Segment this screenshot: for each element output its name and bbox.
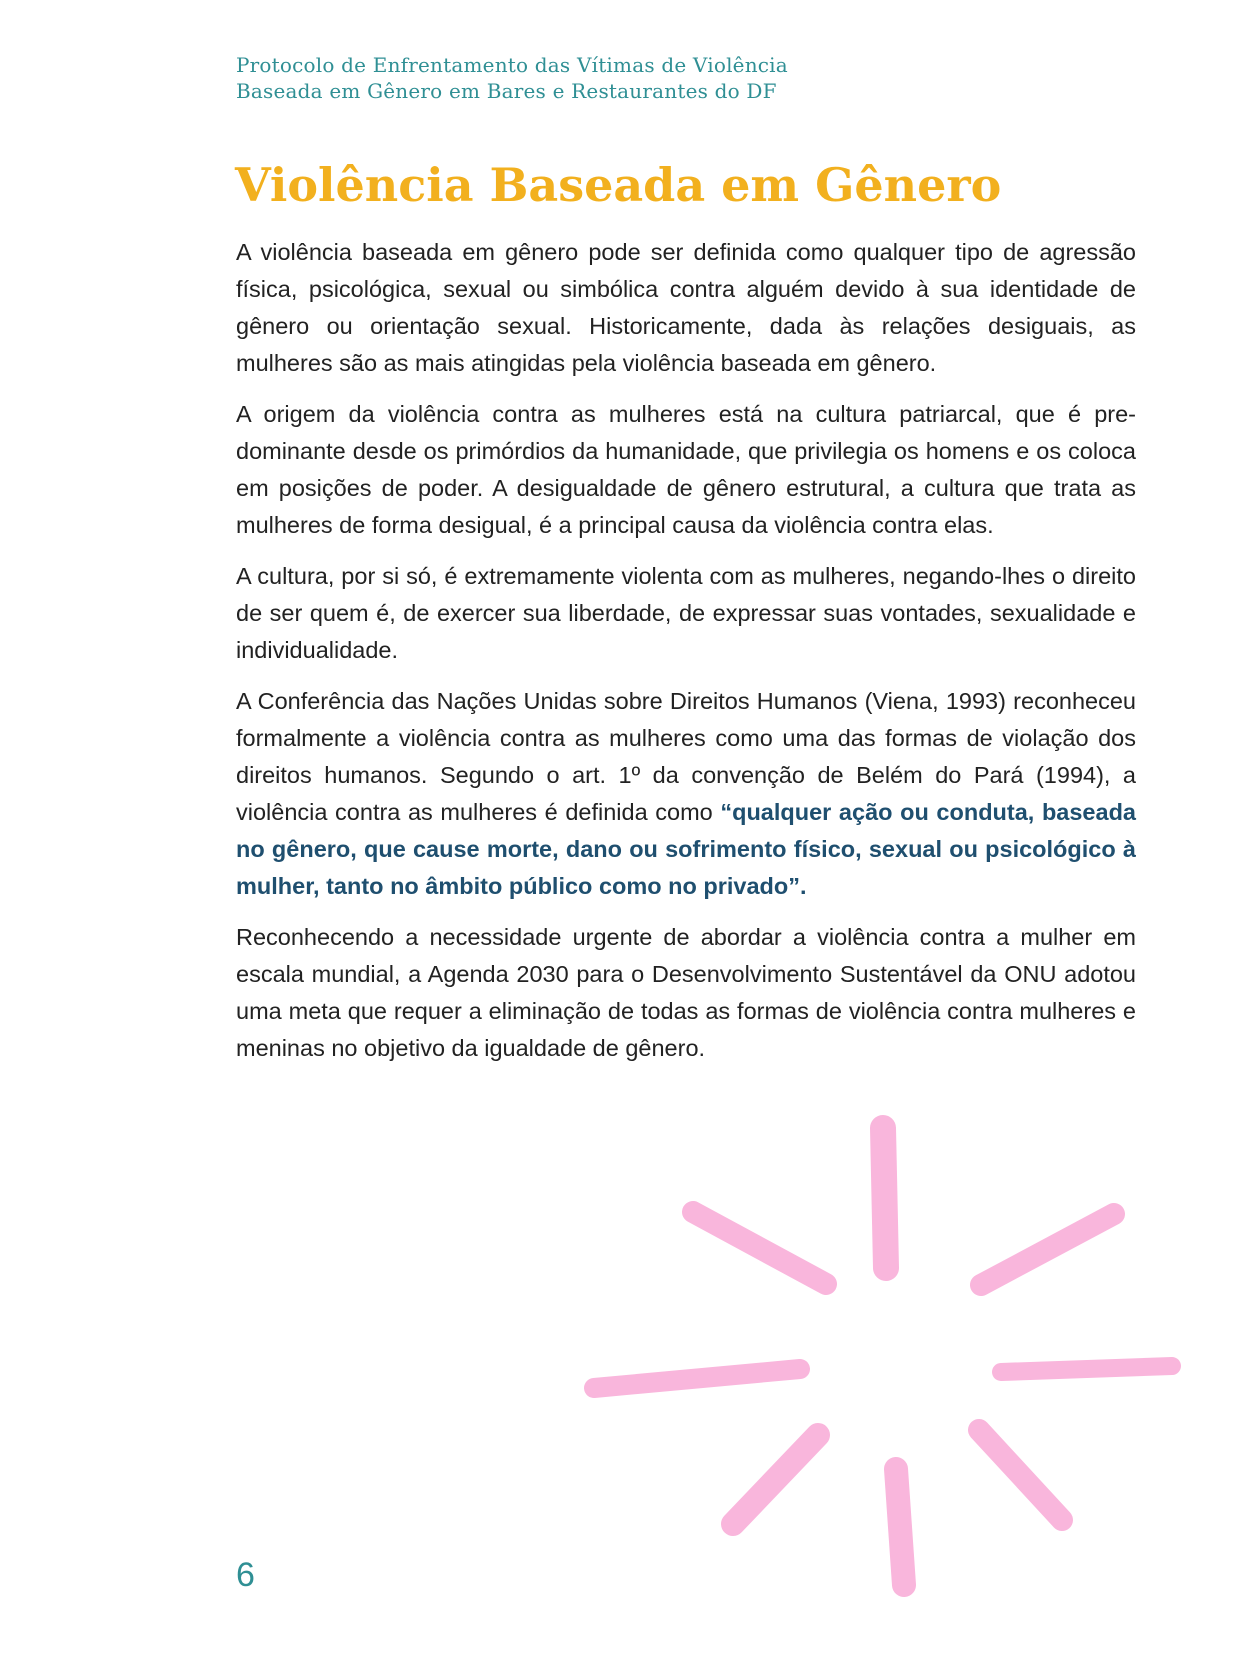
article-body bbox=[236, 234, 1136, 1081]
paragraph-conference bbox=[236, 683, 1136, 905]
page-title: Violência Baseada em Gênero bbox=[235, 158, 1002, 212]
burst-ray-left bbox=[594, 1369, 800, 1388]
burst-ray-top bbox=[883, 1128, 886, 1268]
running-header bbox=[236, 52, 996, 104]
burst-ray-bottom-left bbox=[733, 1435, 818, 1524]
running-header-line-1: Protocolo de Enfrentamento das Vítimas de Violência bbox=[236, 53, 788, 77]
paragraph-origin: A origem da violência contra as mulheres está na cultura patriarcal, que é pre-dominante desde os primórdios da humanidade, que privilegia os homens e os coloca em posições de poder. A desigualdade de gênero estrutural, a cultura que trata as mulheres de forma desigual, é a principal causa da violência contra elas. bbox=[236, 401, 1136, 538]
paragraph-agenda-2030: Reconhecendo a necessidade urgente de abordar a violência contra a mulher em escala mundial, a Agenda 2030 para o Desenvolvimento Sustentável da ONU adotou uma meta que requer a eliminação de todas as formas de violência contra mulheres e meninas no objetivo da igualdade de gênero. bbox=[236, 924, 1136, 1061]
paragraph-culture: A cultura, por si só, é extremamente violenta com as mulheres, negando-lhes o direito de ser quem é, de exercer sua liberdade, de expressar suas vontades, sexualidade e individualidade. bbox=[236, 563, 1136, 663]
burst-ray-bottom bbox=[896, 1469, 904, 1585]
paragraph-definition: A violência baseada em gênero pode ser definida como qualquer tipo de agressão física, psicológica, sexual ou simbólica contra alguém devido à sua identidade de gênero ou orientação sexual. Historicamente, dada às relações desiguais, as mulheres são as mais atingidas pela violência baseada em gênero. bbox=[236, 239, 1136, 376]
burst-ray-top-left bbox=[693, 1212, 826, 1284]
burst-ray-right bbox=[1001, 1366, 1172, 1372]
belem-do-para-quote: “qualquer ação ou conduta, baseada no gênero, que cause morte, dano ou sofrimento físico, sexual ou psicológico à mulher, tanto no âmbito público como no privado”. bbox=[236, 799, 1136, 899]
page-number: 6 bbox=[236, 1556, 255, 1594]
conference-text: A Conferência das Nações Unidas sobre Direitos Humanos (Viena, 1993) reconheceu formalmente a violência contra as mulheres como uma das formas de violação dos direitos humanos. Segundo o art. 1º da convenção de Belém do Pará (1994), a violência contra as mulheres é definida como bbox=[236, 688, 1136, 825]
burst-ray-bottom-right bbox=[979, 1430, 1062, 1520]
burst-ray-top-right bbox=[981, 1214, 1114, 1285]
running-header-line-2: Baseada em Gênero em Bares e Restaurantes do DF bbox=[236, 79, 777, 103]
